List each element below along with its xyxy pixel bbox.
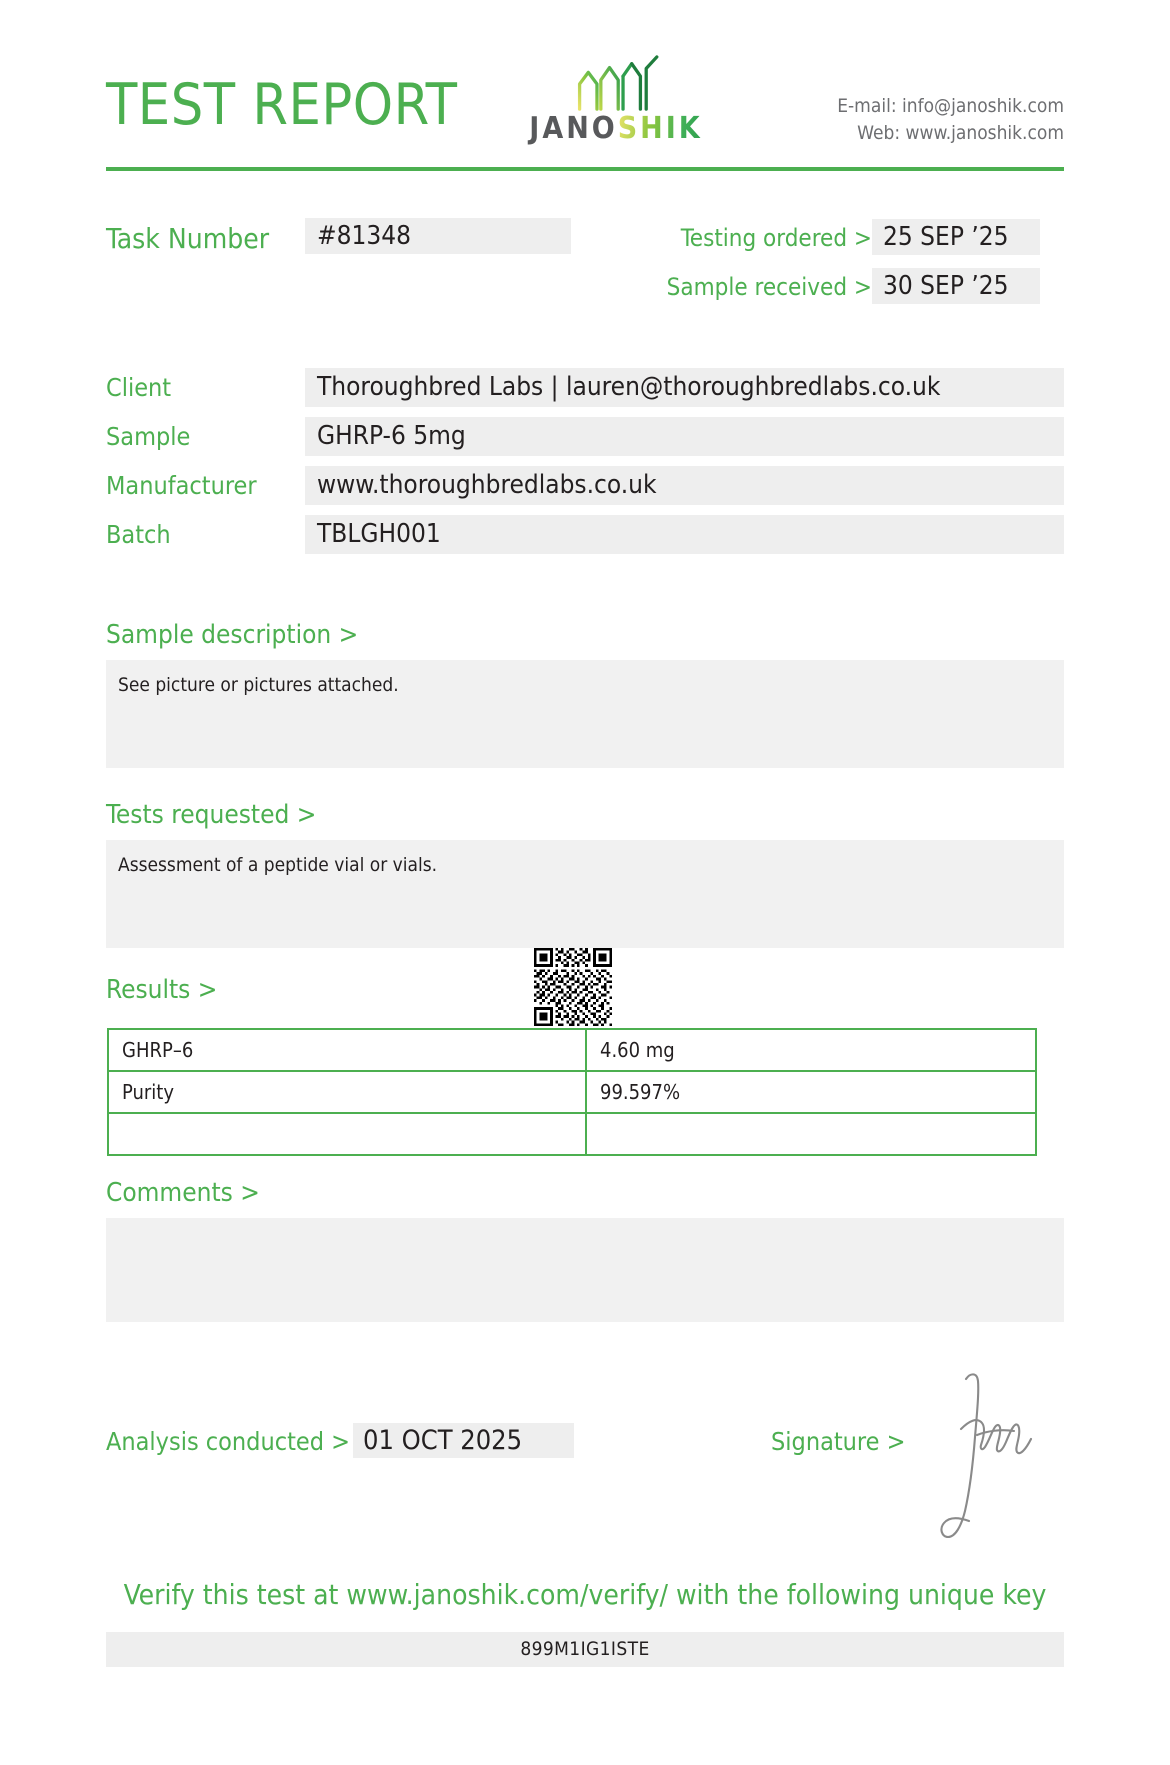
tests-requested-heading: Tests requested >	[106, 800, 317, 830]
sample-info-block	[106, 368, 1064, 564]
sample-received-value: 30 SEP ’25	[872, 268, 1040, 304]
info-row-manufacturer	[106, 466, 1064, 507]
page-title: TEST REPORT	[106, 72, 458, 138]
analysis-conducted-value: 01 OCT 2025	[353, 1423, 574, 1458]
info-value-sample: GHRP-6 5mg	[305, 417, 1064, 456]
tests-requested-box: Assessment of a peptide vial or vials.	[106, 840, 1064, 948]
report-header	[106, 55, 1064, 167]
info-row-batch	[106, 515, 1064, 556]
info-row-sample	[106, 417, 1064, 458]
janoshik-logo	[506, 55, 726, 144]
result-value-2	[586, 1113, 1036, 1155]
signature-icon	[925, 1365, 1045, 1545]
contact-email: E-mail: info@janoshik.com	[837, 95, 1064, 117]
sample-description-heading: Sample description >	[106, 620, 359, 650]
result-name-2	[108, 1113, 586, 1155]
results-heading: Results >	[106, 975, 218, 1005]
comments-heading: Comments >	[106, 1178, 260, 1208]
signature-label: Signature >	[771, 1427, 906, 1456]
results-table	[107, 1028, 1037, 1156]
unique-key-value: 899M1IG1ISTE	[106, 1632, 1064, 1667]
sample-description-box: See picture or pictures attached.	[106, 660, 1064, 768]
mountain-chart-logo-icon	[568, 55, 665, 111]
info-value-manufacturer: www.thoroughbredlabs.co.uk	[305, 466, 1064, 505]
info-label-manufacturer: Manufacturer	[106, 471, 257, 500]
task-number-value: #81348	[305, 218, 571, 254]
info-label-batch: Batch	[106, 520, 171, 549]
header-divider	[106, 167, 1064, 171]
logo-text-shik: SHIK	[617, 111, 703, 146]
info-row-client	[106, 368, 1064, 409]
table-row	[108, 1029, 1036, 1071]
qr-code-icon	[534, 948, 612, 1026]
logo-wordmark	[506, 111, 726, 146]
testing-ordered-value: 25 SEP ’25	[872, 219, 1040, 255]
info-value-batch: TBLGH001	[305, 515, 1064, 554]
result-value-1: 99.597%	[586, 1071, 1036, 1113]
info-label-client: Client	[106, 373, 172, 402]
contact-info	[837, 93, 1064, 147]
testing-ordered-label: Testing ordered >	[680, 224, 872, 252]
table-row	[108, 1071, 1036, 1113]
comments-box	[106, 1218, 1064, 1322]
logo-text-jano: JANO	[529, 111, 618, 146]
verify-text: Verify this test at www.janoshik.com/verify/ with the following unique key	[123, 1578, 1047, 1611]
task-number-label: Task Number	[106, 222, 270, 255]
result-name-1: Purity	[108, 1071, 586, 1113]
sample-received-label: Sample received >	[666, 273, 872, 301]
table-row	[108, 1113, 1036, 1155]
info-label-sample: Sample	[106, 422, 191, 451]
info-value-client: Thoroughbred Labs | lauren@thoroughbredlabs.co.uk	[305, 368, 1064, 407]
analysis-conducted-label: Analysis conducted >	[106, 1427, 351, 1456]
result-value-0: 4.60 mg	[586, 1029, 1036, 1071]
contact-web: Web: www.janoshik.com	[857, 121, 1064, 144]
result-name-0: GHRP–6	[108, 1029, 586, 1071]
